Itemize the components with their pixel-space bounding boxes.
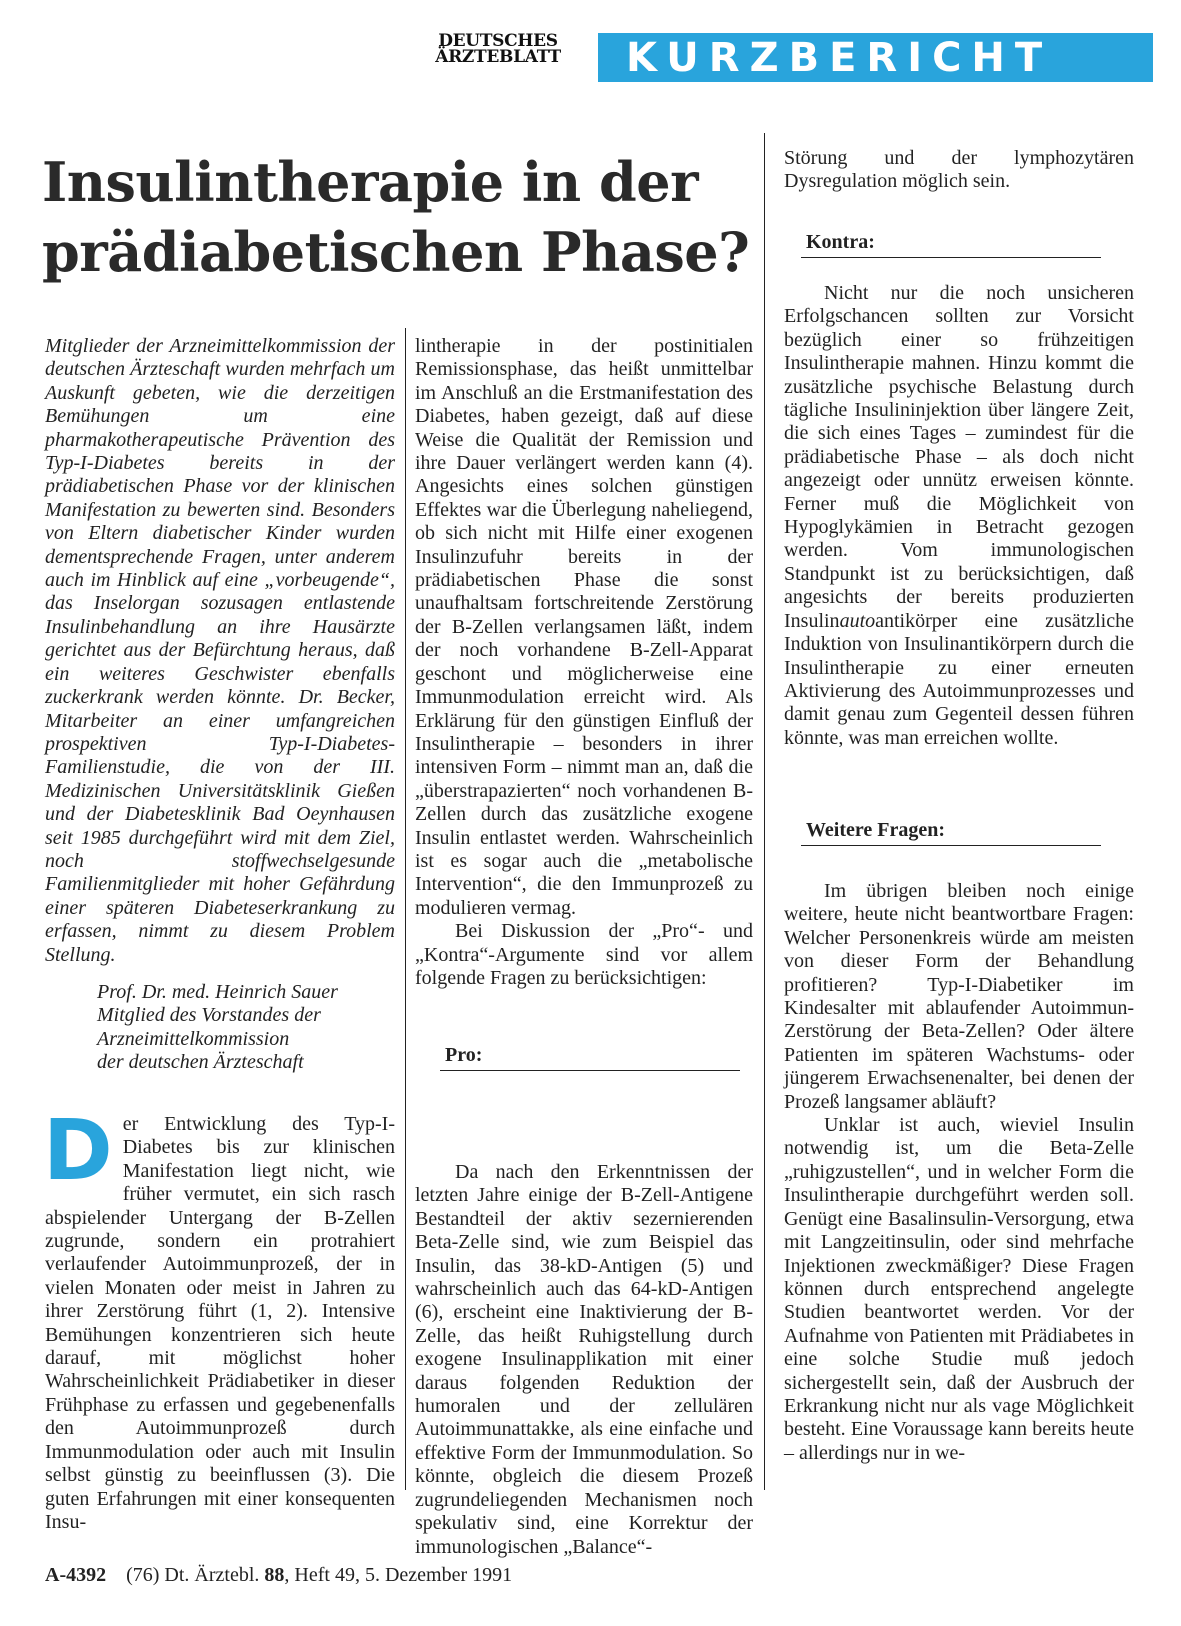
masthead-logo: [411, 33, 585, 65]
author-signature: [97, 981, 397, 1075]
body-paragraph-2: Bei Diskussion der „Pro“- und „Kontra“-Argumente sind vor allem folgende Fragen zu berücksichtigen:: [415, 920, 753, 989]
journal-citation: (76) Dt. Ärztebl.: [126, 1564, 260, 1586]
section-label: KURZBERICHT: [626, 35, 1053, 81]
kontra-column: [784, 282, 1134, 750]
pro-column-3: [784, 147, 1134, 194]
article-title: [42, 147, 782, 287]
kontra-text-italic: auto: [839, 609, 876, 632]
intro-text: Mitglieder der Arzneimittelkommission der deutschen Ärzteschaft wurden mehrfach um Auskunft gebeten, wie die derzeitigen Bemühungen um eine pharmakotherapeutische Prävention des Typ-I-Diabetes bereits in der prädiabetischen Phase vor der klinischen Manifestation zu bewerten sind. Besonders von Eltern diabetischer Kinder wurden dementsprechende Fragen, unter anderem auch im Hinblick auf eine „vorbeugende“, das Inselorgan sozusagen entlastende Insulinbehandlung an ihre Hausärzte gerichtet aus der Befürchtung heraus, daß ein weiteres Geschwister ebenfalls zuckerkrank werden könnte. Dr. Becker, Mitarbeiter an einer umfangreichen prospektiven Typ-I-Diabetes-Familienstudie, die von der III. Medizinischen Universitätsklinik Gießen und der Diabetesklinik Bad Oeynhausen seit 1985 durchgeführt wird mit dem Ziel, noch stoffwechselgesunde Familienmitglieder mit hoher Gefährdung einer späteren Diabeteserkrankung zu erfassen, nimmt zu diesem Problem Stellung.: [45, 335, 395, 966]
pro-text-part-a: Da nach den Erkenntnissen der letzten Jahre einige der B-Zell-Antigene Bestandteil der aktiv sezernierenden Beta-Zelle sind, wie zum Beispiel das Insulin, das 38-kD-Antigen (5) und wahrscheinlich auch das 64-kD-Antigen (6), erscheint eine Inaktivierung der B-Zelle, das heißt Ruhigstellung durch exogene Insulinapplikation mit einer daraus folgenden Reduktion der humoralen und der zellulären Autoimmunattakke, als eine einfache und effektive Form der Immunmodulation. So könnte, obgleich die diesem Prozeß zugrundeliegenden Mechanismen noch spekulativ sind, eine Korrektur der immunologischen „Balance“-: [415, 1161, 753, 1558]
body-paragraph-1-cont: [415, 335, 753, 920]
weitere-paragraph-1: Im übrigen bleiben noch einige weitere, heute nicht beantwortbare Fragen: Welcher Personenkreis würde am meisten von dieser Form der Behandlung profitieren? Typ-I-Diabetiker im Kindesalter mit ablaufender Autoimmun-Zerstörung der Beta-Zellen? Oder ältere Patienten im späteren Wachstums- oder jüngerem Erwachsenenalter, bei denen der Prozeß langsamer abläuft?: [784, 880, 1134, 1113]
body-column-1: [43, 1101, 395, 1534]
weitere-paragraph-2: Unklar ist auch, wieviel Insulin notwendig ist, um die Beta-Zelle „ruhigzustellen“, und in welcher Form die Insulintherapie durchgeführt werden soll. Genügt eine Basalinsulin-Versorgung, etwa mit Langzeitinsulin, oder sind mehrfache Injektionen zweckmäßiger? Diese Fragen können durch entsprechend angelegte Studien beantwortet werden. Vor der Aufnahme von Patienten mit Prädiabetes in eine solche Studie muß jedoch sichergestellt sein, daß der Ausbruch der Erkrankung nicht nur als vage Möglichkeit besteht. Eine Voraussage kann bereits heute – allerdings nur in we-: [784, 1114, 1134, 1464]
kontra-text-2: antikörper eine zusätzliche Induktion von Insulinantikörpern durch die Insulintherapie zu einer erneuten Aktivierung des Autoimmunprozesses und damit genau zum Gegenteil dessen führen könnte, was man erreichen wollte.: [784, 609, 1134, 749]
pro-heading: Pro:: [445, 1044, 483, 1066]
signature-line-1: Prof. Dr. med. Heinrich Sauer: [97, 981, 338, 1003]
title-line-2: prädiabetischen Phase?: [42, 220, 750, 284]
drop-cap: D: [43, 1101, 113, 1199]
intro-paragraph: [45, 335, 395, 967]
page-number: A-4392: [45, 1564, 107, 1586]
signature-line-3: Arzneimittelkommission: [97, 1027, 290, 1050]
body-column-2: [415, 335, 753, 990]
masthead-line-1: DEUTSCHES: [438, 31, 558, 51]
body-text-part-b: lintherapie in der postinitialen Remissionsphase, das heißt unmittelbar im Anschluß an die Erstmanifestation des Diabetes, haben gezeigt, daß auf diese Weise die Qualität der Remission und ihre Dauer verlängert werden kann (4). Angesichts eines solchen günstigen Effektes war die Überlegung naheliegend, ob sich nicht mit Hilfe einer exogenen Insulinzufuhr bereits in der prädiabetischen Phase die sonst unaufhaltsam fortschreitende Zerstörung der B-Zellen verlangsamen läßt, indem der noch vorhandene B-Zell-Apparat geschont und möglicherweise eine Immunmodulation erreicht wird. Als Erklärung für den günstigen Einfluß der Insulintherapie – besonders in ihrer intensiven Form – nimmt man an, daß die „überstrapazierten“ noch vorhandenen B-Zellen durch das zusätzliche exogene Insulin entlastet werden. Wahrscheinlich ist es sogar auch die „metabolische Intervention“, die den Immunprozeß zu modulieren vermag.: [415, 335, 753, 919]
kontra-text: [784, 282, 1134, 750]
kontra-heading-rule: [801, 257, 1101, 258]
masthead-line-2: ÄRZTEBLATT: [435, 47, 561, 67]
pro-text-part-b: Störung und der lymphozytären Dysregulation möglich sein.: [784, 147, 1134, 193]
pro-heading-rule: [440, 1070, 740, 1071]
volume-number: 88: [264, 1564, 285, 1586]
weitere-column: [784, 880, 1134, 1465]
title-line-1: Insulintherapie in der: [42, 150, 699, 214]
body-paragraph-1-start: [43, 1101, 395, 1534]
column-divider-right: [764, 133, 765, 1490]
pro-column-2: [415, 1161, 753, 1559]
weitere-heading: Weitere Fragen:: [806, 819, 946, 841]
kontra-text-1: Nicht nur die noch unsicheren Erfolgschancen sollten zur Vorsicht bezüglich einer so frühzeitigen Insulintherapie mahnen. Hinzu kommt die zusätzliche psychische Belastung durch tägliche Insulininjektion über längere Zeit, die sich eines Tages – zumindest für die prädiabetische Phase – als doch nicht angezeigt oder unnütz erweisen könnte. Ferner muß die Möglichkeit von Hypoglykämien in Betracht gezogen werden. Vom immunologischen Standpunkt ist zu berücksichtigen, daß angesichts der bereits produzierten Insulin: [784, 282, 1134, 632]
signature-line-4: der deutschen Ärzteschaft: [97, 1051, 304, 1074]
section-banner: [598, 33, 1153, 82]
body-text-part-a: er Entwicklung des Typ-I-Diabetes bis zur klinischen Manifestation liegt nicht, wie früher vermutet, ein sich rasch abspielender Untergang der B-Zellen zugrunde, sondern ein protrahiert verlaufender Autoimmunprozeß, der in vielen Monaten oder meist in Jahren zu ihrer Zerstörung führt (1, 2). Intensive Bemühungen konzentrieren sich heute darauf, mit möglichst hoher Wahrscheinlichkeit Prädiabetiker in dieser Frühphase zu erfassen und gegebenenfalls den Autoimmunprozeß durch Immunmodulation oder auch mit Insulin selbst günstig zu beeinflussen (3). Die guten Erfahrungen mit einer konsequenten Insu-: [45, 1113, 395, 1533]
weitere-heading-rule: [801, 845, 1101, 846]
column-divider-left: [405, 328, 406, 1490]
kontra-heading: Kontra:: [806, 231, 875, 253]
page-footer: [45, 1563, 512, 1587]
issue-date: , Heft 49, 5. Dezember 1991: [284, 1564, 513, 1586]
signature-line-2: Mitglied des Vorstandes der: [97, 1004, 321, 1027]
